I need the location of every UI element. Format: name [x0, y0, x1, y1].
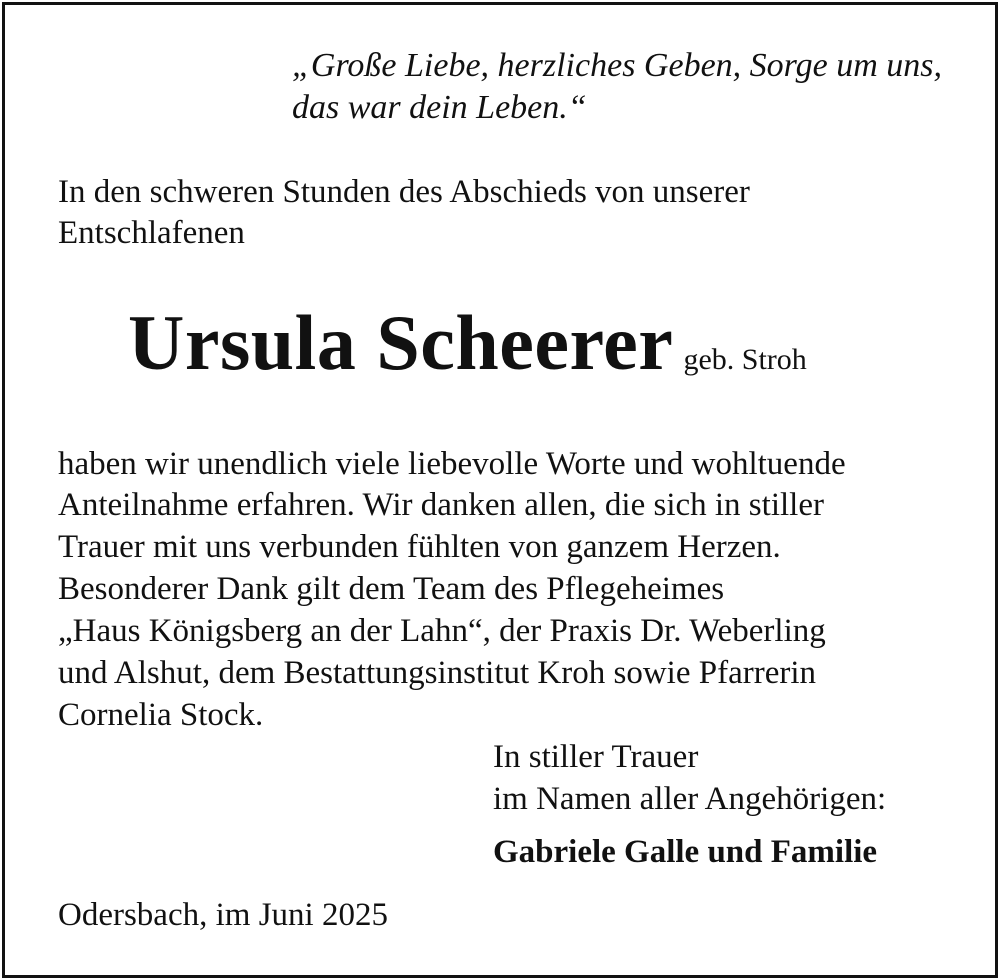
signature-family: Gabriele Galle und Familie [493, 834, 878, 870]
signature-line-1: In stiller Trauer [493, 739, 699, 775]
signature-line-2: im Namen aller Angehörigen: [493, 781, 887, 817]
thanks-line-7: Cornelia Stock. [58, 697, 264, 733]
thanks-line-6: und Alshut, dem Bestattungsinstitut Kroh sowie Pfarrerin [58, 655, 817, 691]
intro-line-1: In den schweren Stunden des Abschieds von unserer [58, 174, 750, 210]
maiden-name: geb. Stroh [683, 343, 807, 376]
quote-line-1: „Große Liebe, herzliches Geben, Sorge um uns, [292, 47, 943, 84]
thanks-line-4: Besonderer Dank gilt dem Team des Pflegeheimes [58, 571, 725, 607]
deceased-heading [128, 298, 807, 388]
place-date: Odersbach, im Juni 2025 [58, 897, 388, 933]
thanks-line-2: Anteilnahme erfahren. Wir danken allen, die sich in stiller [58, 487, 824, 523]
thanks-line-1: haben wir unendlich viele liebevolle Worte und wohltuende [58, 446, 846, 482]
intro-line-2: Entschlafenen [58, 215, 245, 251]
thanks-line-5: „Haus Königsberg an der Lahn“, der Praxis Dr. Weberling [58, 613, 826, 649]
deceased-name: Ursula Scheerer [128, 299, 674, 386]
quote-line-2: das war dein Leben.“ [292, 89, 587, 126]
thanks-line-3: Trauer mit uns verbunden fühlten von ganzem Herzen. [58, 529, 781, 565]
